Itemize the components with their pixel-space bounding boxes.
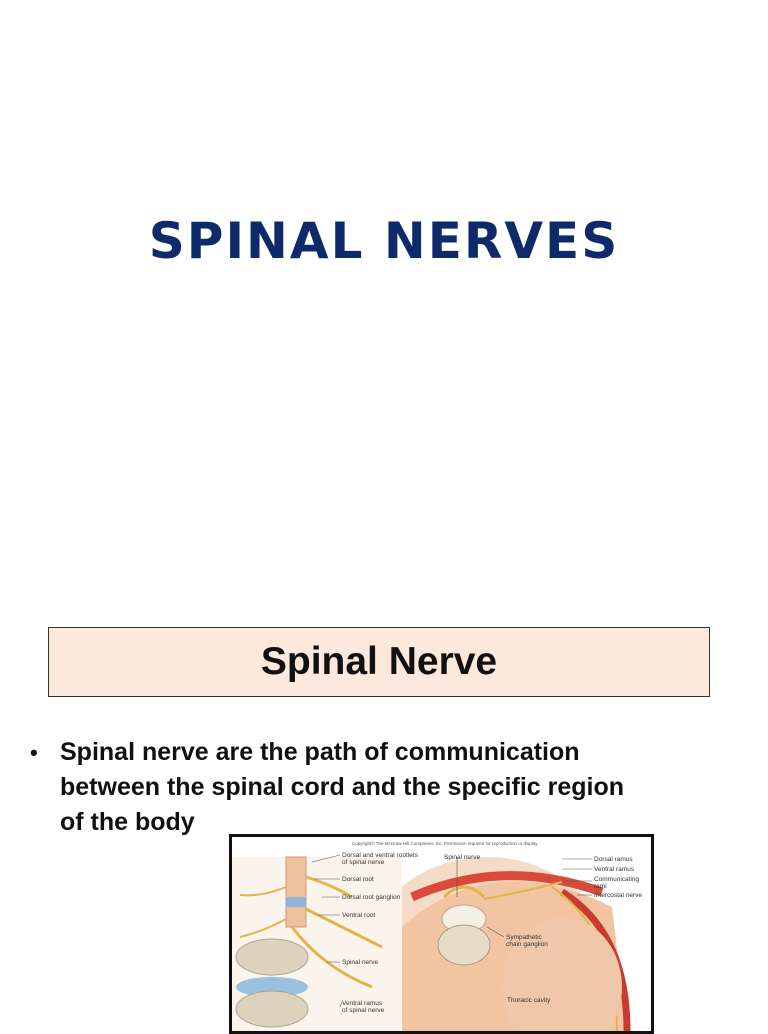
bullet-point <box>30 735 730 840</box>
bullet-line-1: Spinal nerve are the path of communication <box>60 738 580 766</box>
label-spinal-nerve-right: Spinal nerve <box>444 854 481 861</box>
label-thoracic-cavity: Thoracic cavity <box>507 997 551 1004</box>
label-ventral-ramus-right: Ventral ramus <box>594 866 635 873</box>
label-spinal-nerve-left: Spinal nerve <box>342 959 379 966</box>
label-rootlets-2: of spinal nerve <box>342 859 385 866</box>
section-heading: Spinal Nerve <box>260 640 498 683</box>
label-dorsal-root: Dorsal root <box>342 876 374 883</box>
label-intercostal-nerve: Intercostal nerve <box>594 892 643 899</box>
label-sympathetic-chain: Sympathetic <box>506 934 542 941</box>
label-sympathetic-chain-2: chain ganglion <box>506 941 548 948</box>
copyright-caption: Copyright© The McGraw-Hill Companies, Inc. Permission required for reproduction or display. <box>352 841 539 846</box>
bullet-line-2: between the spinal cord and the specific region <box>60 773 625 801</box>
label-dorsal-root-ganglion: Dorsal root ganglion <box>342 894 401 901</box>
spinal-nerve-figure <box>229 834 654 1034</box>
section-header <box>48 627 710 697</box>
label-dorsal-ramus: Dorsal ramus <box>594 856 633 863</box>
label-communicating-rami-2: rami <box>594 883 607 890</box>
anatomy-illustration <box>232 837 651 1031</box>
label-rootlets: Dorsal and ventral rootlets <box>342 852 418 859</box>
label-ventral-root: Ventral root <box>342 912 376 919</box>
label-ventral-ramus-left-2: of spinal nerve <box>342 1007 385 1014</box>
label-ventral-ramus-left: Ventral ramus <box>342 1000 383 1007</box>
label-communicating-rami: Communicating <box>594 876 640 883</box>
page-title: SPINAL NERVES <box>148 212 620 270</box>
bullet-dot: • <box>30 740 38 765</box>
bullet-text <box>60 735 624 840</box>
bullet-line-3: of the body <box>60 808 195 836</box>
